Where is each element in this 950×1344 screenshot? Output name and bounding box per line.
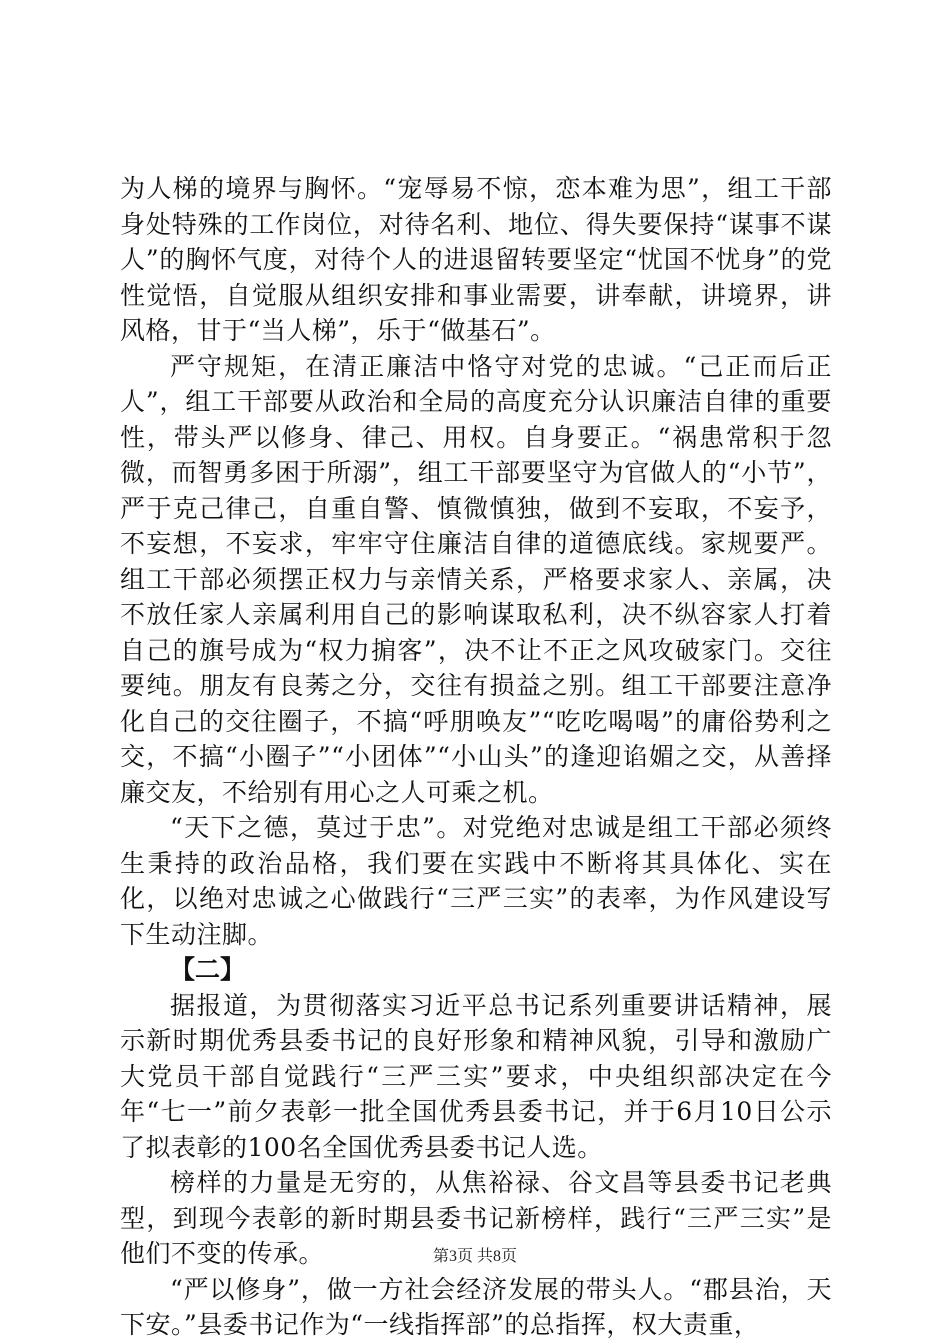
document-body <box>120 171 832 1343</box>
section-heading: 【二】 <box>170 955 246 984</box>
paragraph-1: 为人梯的境界与胸怀。“宠辱易不惊，恋本难为思”，组工干部身处特殊的工作岗位，对待名利、地位、得失要保持“谋事不谋人”的胸怀气度，对待个人的进退留转要坚定“忧国不忧身”的党性觉悟，自觉服从组织安排和事业需要，讲奉献，讲境界，讲风格，甘于“当人梯”，乐于“做基石”。 <box>120 174 832 345</box>
paragraph-6: “严以修身”，做一方社会经济发展的带头人。“郡县治，天下安。”县委书记作为“一线指挥部”的总指挥，权大责重， <box>120 1274 832 1339</box>
paragraph-2: 严守规矩，在清正廉洁中恪守对党的忠诚。“己正而后正人”，组工干部要从政治和全局的高度充分认识廉洁自律的重要性，带头严以修身、律己、用权。自身要正。“祸患常积于忽微，而智勇多困于所溺”，组工干部要坚守为官做人的“小节”，严于克己律己，自重自警、慎微慎独，做到不妄取，不妄予，不妄想，不妄求，牢牢守住廉洁自律的道德底线。家规要严。组工干部必须摆正权力与亲情关系，严格要求家人、亲属，决不放任家人亲属利用自己的影响谋取私利，决不纵容家人打着自己的旗号成为“权力掮客”，决不让不正之风攻破家门。交往要纯。朋友有良莠之分，交往有损益之别。组工干部要注意净化自己的交往圈子，不搞“呼朋唤友”“吃吃喝喝”的庸俗势利之交，不搞“小圈子”“小团体”“小山头”的逢迎谄媚之交，从善择廉交友，不给别有用心之人可乘之机。 <box>120 351 832 807</box>
page-number-footer: 第3页 共8页 <box>432 1248 517 1265</box>
paragraph-4: 据报道，为贯彻落实习近平总书记系列重要讲话精神，展示新时期优秀县委书记的良好形象和精神风貌，引导和激励广大党员干部自觉践行“三严三实”要求，中央组织部决定在今年“七一”前夕表彰一批全国优秀县委书记，并于6月10日公示了拟表彰的100名全国优秀县委书记人选。 <box>120 990 832 1162</box>
paragraph-5: 榜样的力量是无穷的，从焦裕禄、谷文昌等县委书记老典型，到现今表彰的新时期县委书记新榜样，践行“三严三实”是他们不变的传承。 <box>120 1168 832 1268</box>
paragraph-3: “天下之德，莫过于忠”。对党绝对忠诚是组工干部必须终生秉持的政治品格，我们要在实践中不断将其具体化、实在化，以绝对忠诚之心做践行“三严三实”的表率，为作风建设写下生动注脚。 <box>120 813 832 949</box>
